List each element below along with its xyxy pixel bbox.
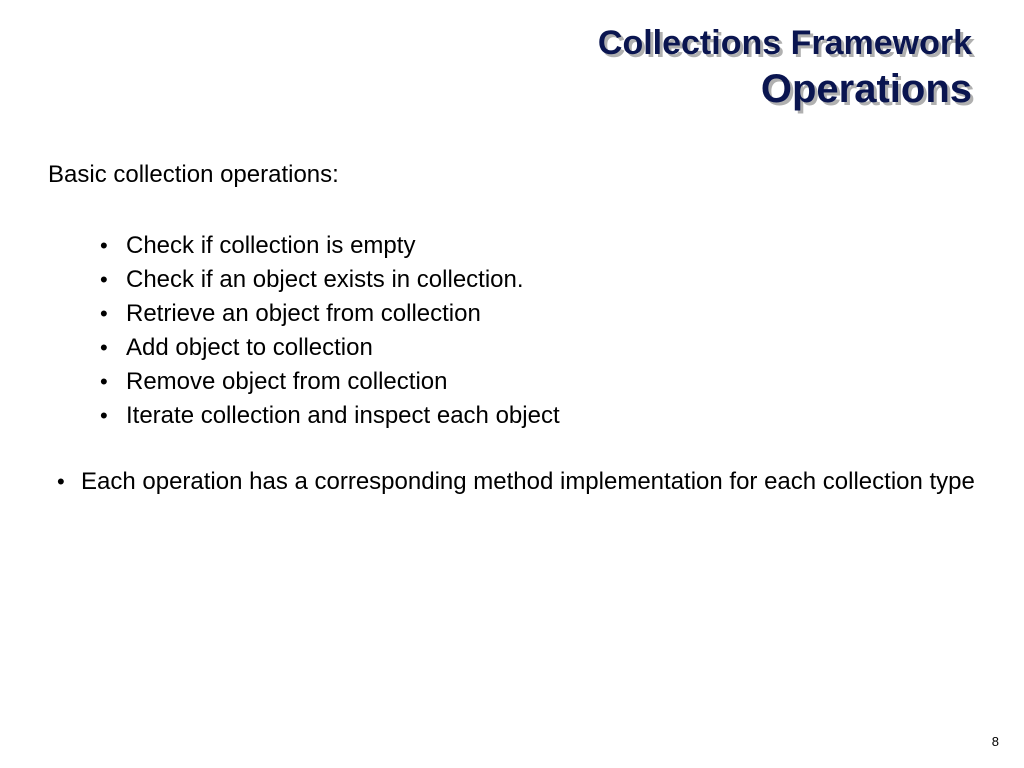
page-number: 8 xyxy=(991,734,999,749)
bullet-icon: • xyxy=(100,403,108,428)
list-item-text: Retrieve an object from collection xyxy=(126,300,481,327)
list-item-text: Add object to collection xyxy=(126,334,373,361)
main-bullet-text: Each operation has a corresponding method implementation for each collection type xyxy=(81,468,975,495)
bullet-icon: • xyxy=(100,267,108,292)
list-item xyxy=(100,365,560,399)
list-item xyxy=(100,331,560,365)
slide-title xyxy=(598,22,972,114)
bullet-icon: • xyxy=(100,301,108,326)
bullet-icon: • xyxy=(100,369,108,394)
list-item-text: Check if collection is empty xyxy=(126,232,416,259)
intro-text: Basic collection operations: xyxy=(48,161,339,188)
bullet-icon: • xyxy=(100,233,108,258)
main-bullet-point xyxy=(57,468,977,496)
slide-title-line-1: Collections Framework xyxy=(597,24,972,62)
list-item-text: Check if an object exists in collection. xyxy=(126,266,524,293)
bullet-icon: • xyxy=(100,335,108,360)
list-item xyxy=(100,229,560,263)
list-item-text: Remove object from collection xyxy=(126,368,448,395)
slide-title-line-2: Operations xyxy=(760,67,972,111)
bullet-icon: • xyxy=(57,469,65,494)
list-item-text: Iterate collection and inspect each object xyxy=(126,402,560,429)
operations-list xyxy=(100,229,560,433)
list-item xyxy=(100,263,560,297)
list-item xyxy=(100,399,560,433)
list-item xyxy=(100,297,560,331)
